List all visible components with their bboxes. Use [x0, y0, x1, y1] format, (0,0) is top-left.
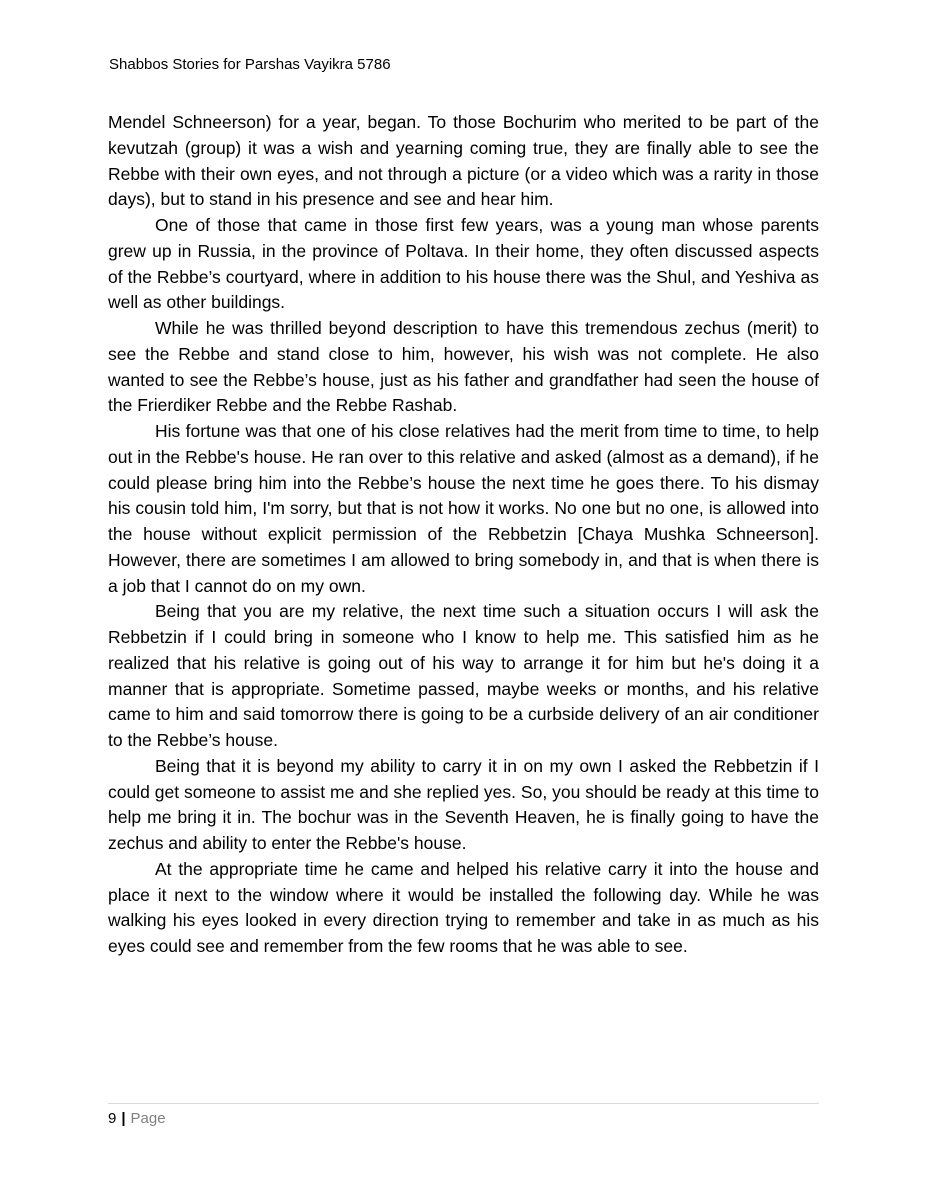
page-header-title: Shabbos Stories for Parshas Vayikra 5786 [109, 56, 391, 73]
body-paragraph: Mendel Schneerson) for a year, began. To those Bochurim who merited to be part of the kevutzah (group) it was a wish and yearning coming true, they are finally able to see the Rebbe with their own eyes, and not through a picture (or a video which was a rarity in those days), but to stand in his presence and see and hear him. [108, 112, 819, 210]
body-paragraph: Being that it is beyond my ability to carry it in on my own I asked the Rebbetzin if I could get someone to assist me and she replied yes. So, you should be ready at this time to help me bring it in. The bochur was in the Seventh Heaven, he is finally going to have the zechus and ability to enter the Rebbe's house. [108, 755, 819, 853]
body-paragraph: While he was thrilled beyond description to have this tremendous zechus (merit) to see the Rebbe and stand close to him, however, his wish was not complete. He also wanted to see the Rebbe’s house, just as his father and grandfather had seen the house of the Frierdiker Rebbe and the Rebbe Rashab. [108, 318, 819, 416]
footer-separator: | [121, 1110, 126, 1127]
page-footer [108, 1103, 819, 1128]
document-body [108, 110, 819, 960]
body-paragraph: His fortune was that one of his close relatives had the merit from time to time, to help out in the Rebbe's house. He ran over to this relative and asked (almost as a demand), if he could please bring him into the Rebbe’s house the next time he goes there. To his dismay his cousin told him, I'm sorry, but that is not how it works. No one but no one, is allowed into the house without explicit permission of the Rebbetzin [Chaya Mushka Schneerson]. However, there are sometimes I am allowed to bring somebody in, and that is when there is a job that I cannot do on my own. [108, 421, 819, 596]
page-number: 9 [108, 1110, 117, 1127]
body-paragraph: At the appropriate time he came and helped his relative carry it into the house and place it next to the window where it would be installed the following day. While he was walking his eyes looked in every direction trying to remember and take in as much as his eyes could see and remember from the few rooms that he was able to see. [108, 858, 819, 956]
body-paragraph: Being that you are my relative, the next time such a situation occurs I will ask the Rebbetzin if I could bring in someone who I know to help me. This satisfied him as he realized that his relative is going out of his way to arrange it for him but he's doing it a manner that is appropriate. Sometime passed, maybe weeks or months, and his relative came to him and said tomorrow there is going to be a curbside delivery of an air conditioner to the Rebbe’s house. [108, 601, 819, 750]
footer-page-label: Page [130, 1110, 166, 1127]
body-paragraph: One of those that came in those first few years, was a young man whose parents grew up in Russia, in the province of Poltava. In their home, they often discussed aspects of the Rebbe’s courtyard, where in addition to his house there was the Shul, and Yeshiva as well as other buildings. [108, 215, 819, 313]
